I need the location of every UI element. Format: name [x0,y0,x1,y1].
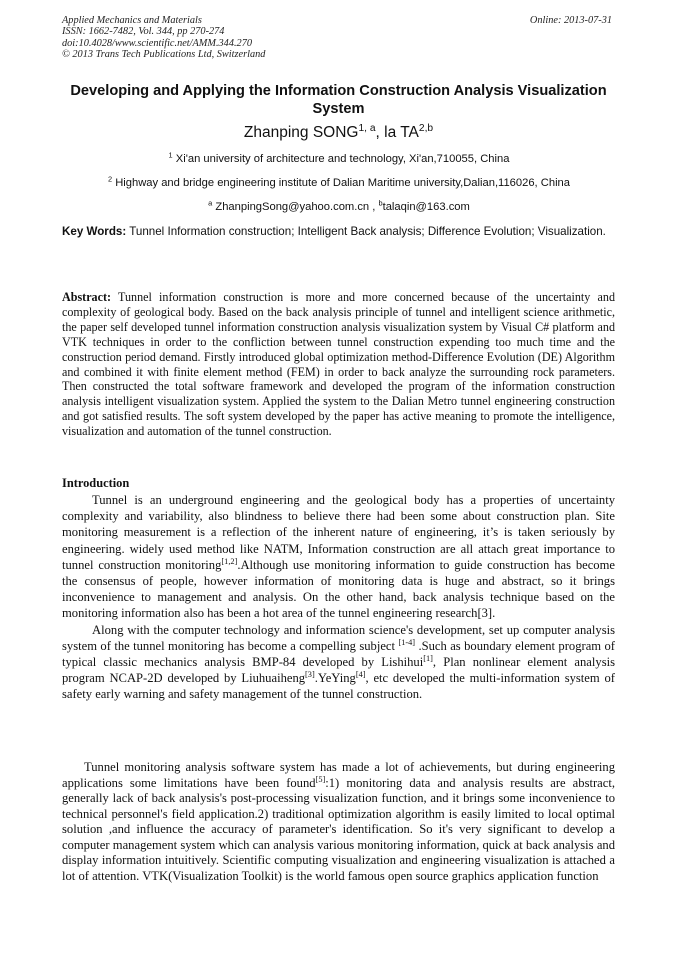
author-name: Zhanping SONG [243,124,359,141]
affiliation-mark: 1 [168,150,173,160]
citation: [3] [305,670,315,680]
email-link[interactable]: talaqin@163.com [382,201,470,213]
abstract [62,290,615,439]
email-link[interactable]: ZhanpingSong@yahoo.com.cn , [212,201,379,213]
paragraph-text: Tunnel monitoring analysis software system has made a lot of achievements, but during engineering applications some limitations have been found [62,760,615,790]
abstract-label: Abstract: [62,290,112,304]
citation: [1,2] [221,556,238,566]
journal-name: Applied Mechanics and Materials [62,15,202,26]
author-superscript: 1, a [358,122,376,134]
copyright-line: © 2013 Trans Tech Publications Ltd, Switzerland [62,49,266,61]
paragraph [62,492,615,622]
paragraph [62,760,615,884]
paragraph-text: .Although use monitoring information to guide construction has become the consensus of people, however information of monitoring data is huge and abstract, so it brings inconvenience to management and analysis. On the other hand, back analysis technique based on the monitoring information also has been a hot area of the tunnel engineering research[3]. [62,557,615,621]
doi-line: doi:10.4028/www.scientific.net/AMM.344.270 [62,37,252,49]
author-name: la TA [384,124,419,141]
citation: [5] [315,774,326,784]
online-date: Online: 2013-07-31 [529,15,612,26]
keywords [62,223,615,240]
paragraph-text: , Plan nonlinear element analysis program NCAP-2D developed by Liuhuaiheng [62,655,615,686]
paragraph [62,622,615,703]
author-separator: , [375,124,385,141]
affiliation-text: Highway and bridge engineering institute of Dalian Maritime university,Dalian,116026, China [112,177,570,189]
section-heading: Introduction [62,476,130,490]
paper-title: Developing and Applying the Information Construction Analysis Visualization System [70,83,607,117]
affiliation-text: Xi'an university of architecture and technology, Xi'an,710055, China [172,153,510,165]
affiliation-2 [40,176,638,190]
affiliation-1 [40,152,638,166]
paragraph-text: Tunnel is an underground engineering and the geological body has a properties of uncertainty complexity and variability, also blindness to believe there had been some about construction plan. Site monitoring measurement is a reflection of the inherent nature of engineering, it’s is taken seriously by engineering. widely used method like NATM, Information construction are all attach great importance to tunnel construction monitoring [62,493,615,572]
paragraph-text: Along with the computer technology and information science's development, set up computer analysis system of the tunnel monitoring has become a compelling subject [62,622,615,653]
paragraph-text: , etc developed the multi-information system of safety early warning and safety management of the tunnel construction. [62,671,615,702]
citation: [4] [355,670,366,680]
journal-header [62,15,265,61]
keywords-text: Tunnel Information construction; Intelligent Back analysis; Difference Evolution; Visualization. [126,225,606,238]
introduction-body [62,492,615,703]
email-mark: a [208,198,213,208]
citation: [1] [423,653,433,663]
paragraph-text: .YeYing [314,671,356,686]
abstract-text: Tunnel information construction is more and more concerned because of the uncertainty and complexity of geological body. Based on the back analysis principle of tunnel and intelligent science arithmetic, the paper self developed tunnel information construction analysis visualization system by Visual C# platform and VTK techniques in order to the confliction between tunnel construction expending too much time and the construction period demand. Firstly introduced global optimization method-Difference Evolution (DE) Algorithm and combined it with finite element method (FEM) in order to back analyze the surrounding rock parameters. Then constructed the total software framework and developed the program of the information construction analysis intelligent visualization system. Applied the system to the Dalian Metro tunnel engineering construction and got satisfied results. The soft system developed by the paper has active meaning to promote the intelligence, visualization and automation of the tunnel construction. [62,290,615,439]
issn-line: ISSN: 1662-7482, Vol. 344, pp 270-274 [62,26,225,38]
paragraph-text: :1) monitoring data and analysis results are abstract, generally lack of back analysis's post-processing visualization function, and it brings some inconvenience to technical personnel's field application.2) traditional optimization algorithm is easily limited to local optimal solution ,and influence the accuracy of parameter's identification. So it's very significant to develop a computer management system which can analysis various monitoring information, quick at back analysis and display information intuitively. Scientific computing visualization and engineering visualization is attached a lot of attention. VTK(Visualization Toolkit) is the world famous open source graphics application function [62,775,615,883]
email-line [40,200,638,214]
keywords-label: Key Words: [62,225,127,238]
author-line [62,124,615,142]
email-mark: b [378,198,383,208]
affiliation-mark: 2 [107,174,113,184]
author-superscript: 2,b [418,122,434,134]
citation: [1-4] [398,637,416,647]
paragraph-text: .Such as boundary element program of typical classic mechanics analysis BMP-84 developed by Lishihui [62,638,615,670]
